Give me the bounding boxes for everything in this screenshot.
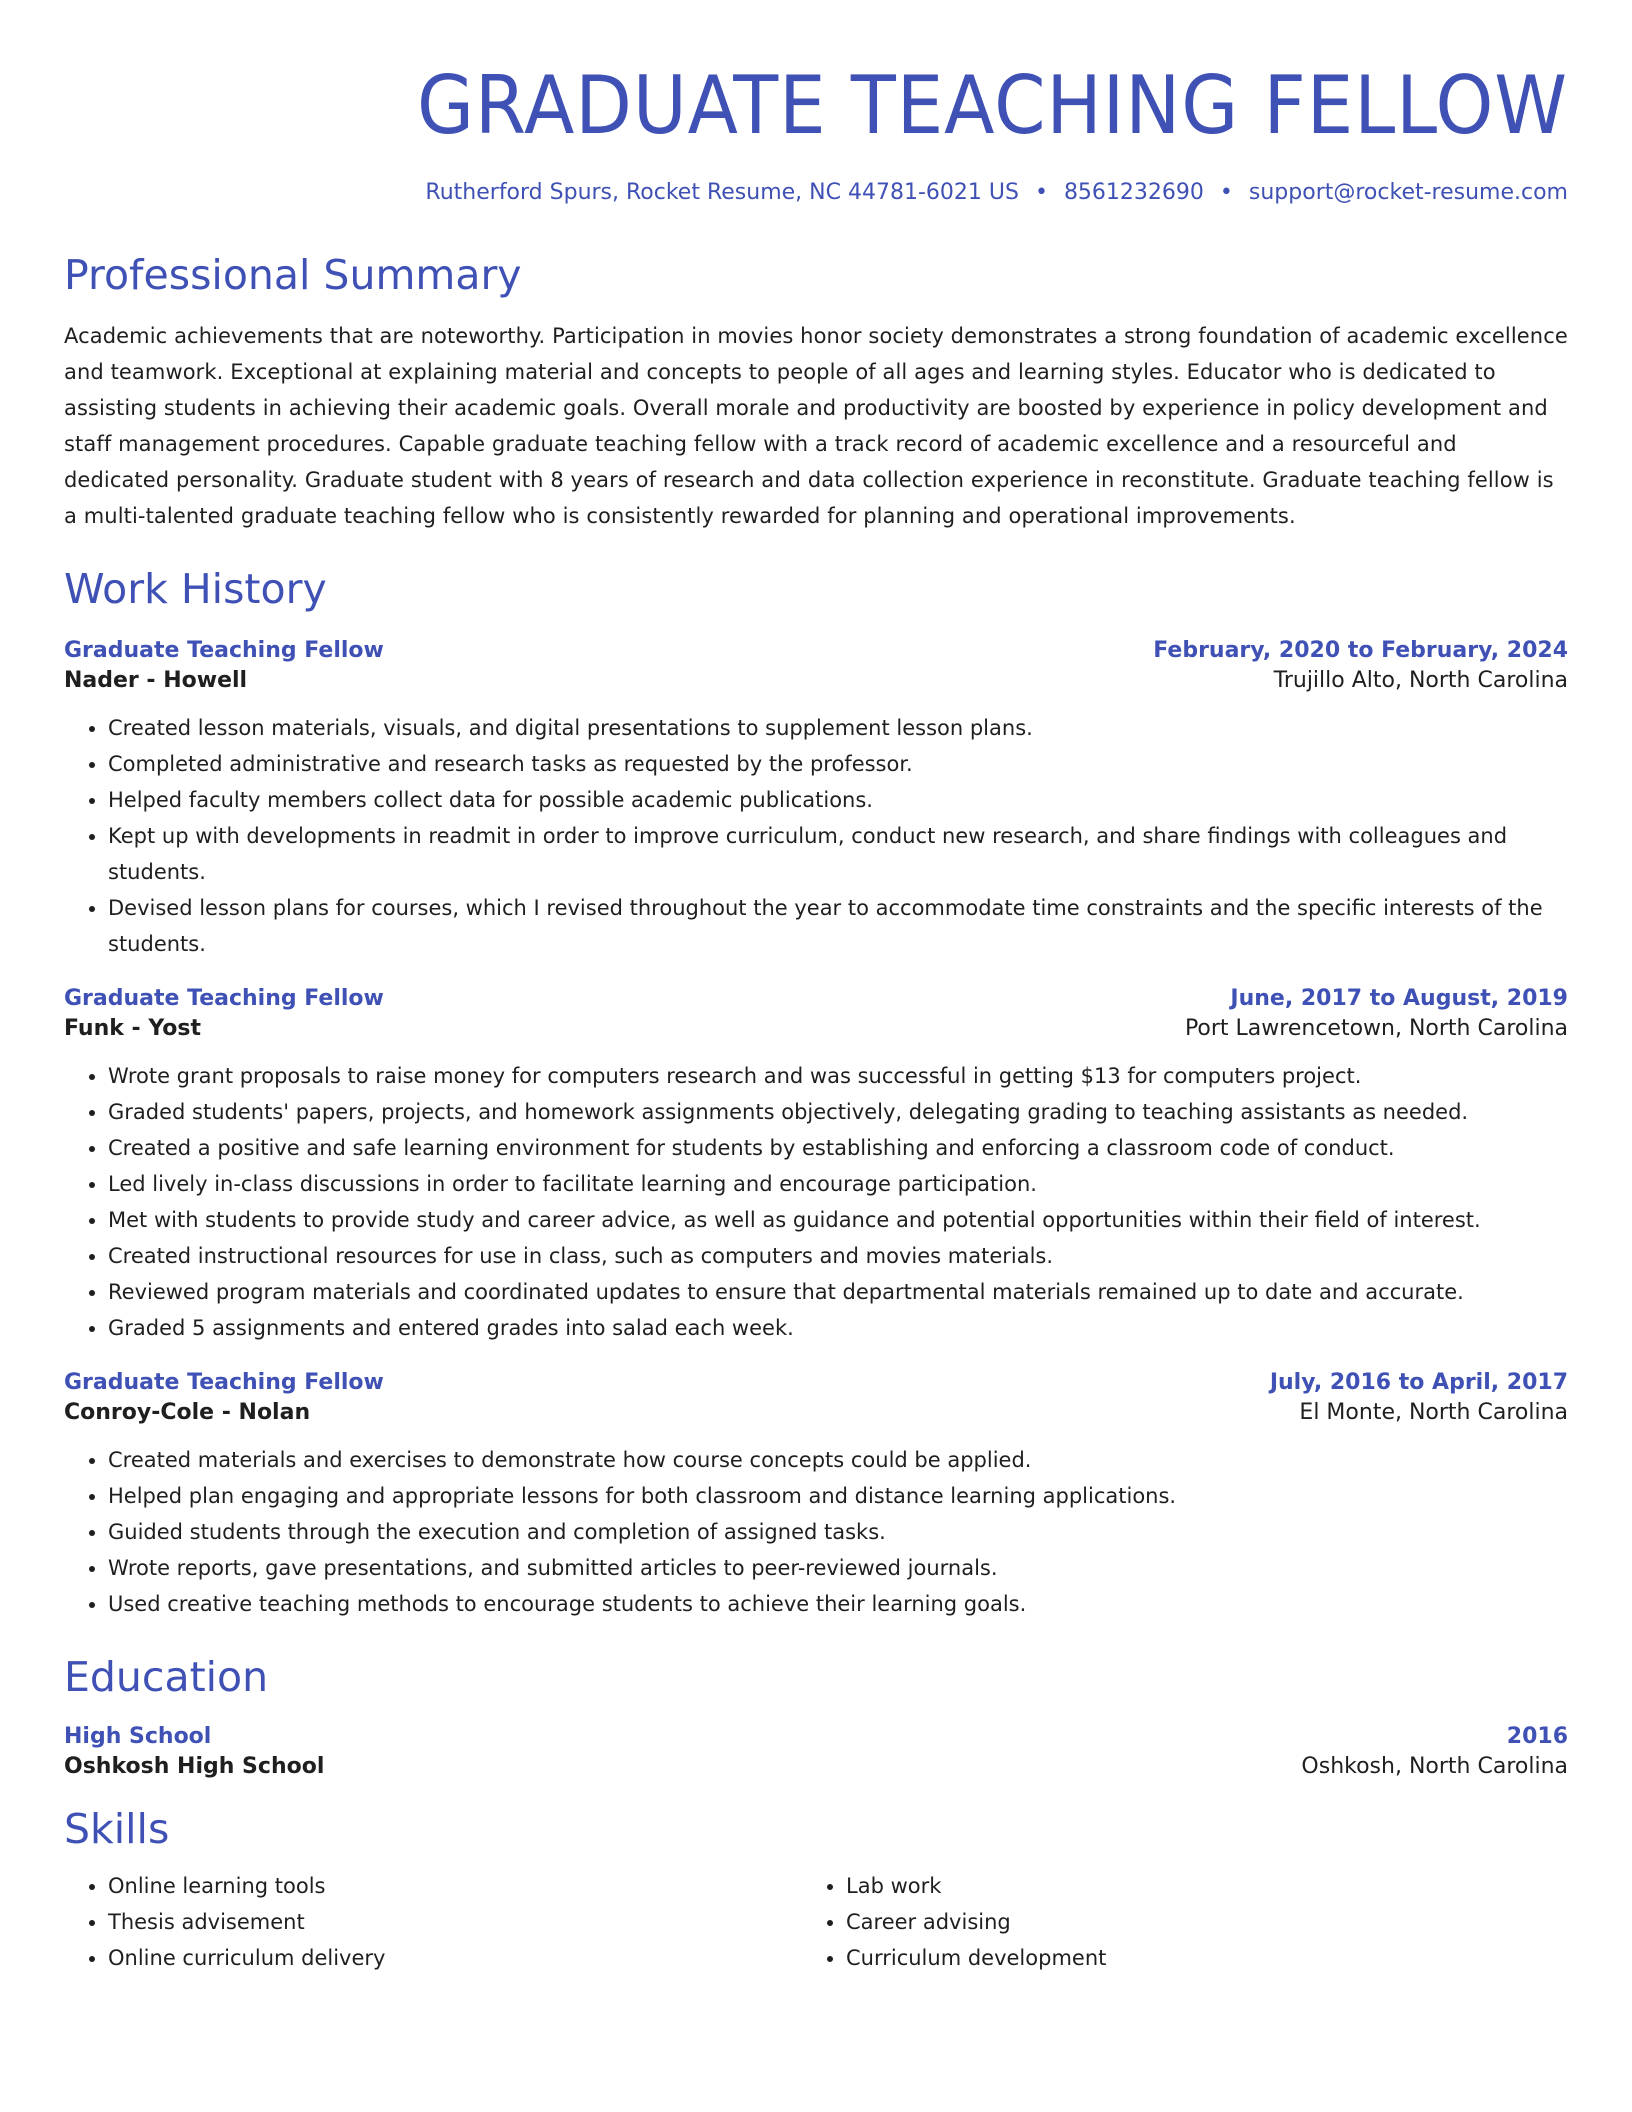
job-dates: July, 2016 to April, 2017: [1269, 1370, 1568, 1395]
job-company: Nader - Howell: [64, 668, 248, 693]
education-degree: High School: [64, 1724, 212, 1749]
job-duties: [64, 1058, 1568, 1346]
job-duty: • Created a positive and safe learning environment for students by establishing and enforcing a classroom code of conduct.: [108, 1130, 1568, 1166]
contact-address: Rutherford Spurs, Rocket Resume, NC 44781-6021 US: [425, 180, 1019, 205]
skill-item: • Lab work: [846, 1868, 1540, 1904]
skill-item: • Online curriculum delivery: [108, 1940, 802, 1976]
job-duty: • Created lesson materials, visuals, and digital presentations to supplement lesson plans.: [108, 710, 1568, 746]
contact-separator: •: [1034, 180, 1048, 205]
job-duty: • Graded students' papers, projects, and homework assignments objectively, delegating grading to teaching assistants as needed.: [108, 1094, 1568, 1130]
job-title: Graduate Teaching Fellow: [64, 986, 384, 1011]
job-company: Funk - Yost: [64, 1016, 201, 1041]
job-entry: [64, 636, 1568, 962]
job-duty: • Graded 5 assignments and entered grades into salad each week.: [108, 1310, 1568, 1346]
work-history-heading: Work History: [64, 565, 327, 613]
job-duty: • Kept up with developments in readmit in order to improve curriculum, conduct new research, and share findings with colleagues and students.: [108, 818, 1568, 890]
education-location: Oshkosh, North Carolina: [1301, 1754, 1568, 1779]
job-duty: • Helped plan engaging and appropriate lessons for both classroom and distance learning applications.: [108, 1478, 1568, 1514]
job-dates: February, 2020 to February, 2024: [1153, 638, 1568, 663]
job-entry: [64, 984, 1568, 1346]
job-duty: • Reviewed program materials and coordinated updates to ensure that departmental materials remained up to date and accurate.: [108, 1274, 1568, 1310]
contact-email: support@rocket-resume.com: [1248, 180, 1568, 205]
education-entry: [64, 1722, 1568, 1782]
job-location: Port Lawrencetown, North Carolina: [1184, 1016, 1568, 1041]
job-duty: • Guided students through the execution and completion of assigned tasks.: [108, 1514, 1568, 1550]
education-year: 2016: [1506, 1724, 1568, 1749]
education-heading: Education: [64, 1653, 269, 1701]
summary-text: Academic achievements that are noteworthy. Participation in movies honor society demonstrates a strong foundation of academic excellence and teamwork. Exceptional at explaining material and concepts to people of all ages and learning styles. Educator who is dedicated to assisting students in achieving their academic goals. Overall morale and productivity are boosted by experience in policy development and staff management procedures. Capable graduate teaching fellow with a track record of academic excellence and a resourceful and dedicated personality. Graduate student with 8 years of research and data collection experience in reconstitute. Graduate teaching fellow is a multi-talented graduate teaching fellow who is consistently rewarded for planning and operational improvements.: [64, 324, 1568, 528]
job-duty: • Met with students to provide study and career advice, as well as guidance and potential opportunities within their field of interest.: [108, 1202, 1568, 1238]
job-location: El Monte, North Carolina: [1299, 1400, 1568, 1425]
job-dates: June, 2017 to August, 2019: [1230, 986, 1568, 1011]
job-duty: • Completed administrative and research tasks as requested by the professor.: [108, 746, 1568, 782]
skills-column-left: [64, 1868, 802, 1976]
contact-line: [64, 178, 1568, 208]
job-duty: • Led lively in-class discussions in order to facilitate learning and encourage participation.: [108, 1166, 1568, 1202]
job-duty: • Created materials and exercises to demonstrate how course concepts could be applied.: [108, 1442, 1568, 1478]
job-duty: • Helped faculty members collect data for possible academic publications.: [108, 782, 1568, 818]
skill-item: • Career advising: [846, 1904, 1540, 1940]
education-school: Oshkosh High School: [64, 1754, 325, 1779]
skill-item: • Online learning tools: [108, 1868, 802, 1904]
job-duty: • Wrote grant proposals to raise money for computers research and was successful in getting $13 for computers project.: [108, 1058, 1568, 1094]
job-location: Trujillo Alto, North Carolina: [1273, 668, 1568, 693]
job-entry: [64, 1368, 1568, 1622]
skills-column-right: [802, 1868, 1540, 1976]
job-duty: • Devised lesson plans for courses, which I revised throughout the year to accommodate time constraints and the specific interests of the students.: [108, 890, 1568, 962]
job-company: Conroy-Cole - Nolan: [64, 1400, 311, 1425]
skills-list: [64, 1868, 1568, 1976]
job-duty: • Used creative teaching methods to encourage students to achieve their learning goals.: [108, 1586, 1568, 1622]
skill-item: • Thesis advisement: [108, 1904, 802, 1940]
job-duties: [64, 710, 1568, 962]
skills-heading: Skills: [64, 1805, 170, 1853]
skill-item: • Curriculum development: [846, 1940, 1540, 1976]
resume-name: GRADUATE TEACHING FELLOW: [416, 59, 1569, 152]
job-title: Graduate Teaching Fellow: [64, 1370, 384, 1395]
job-duties: [64, 1442, 1568, 1622]
job-duty: • Wrote reports, gave presentations, and submitted articles to peer-reviewed journals.: [108, 1550, 1568, 1586]
summary-heading: Professional Summary: [64, 251, 522, 299]
job-title: Graduate Teaching Fellow: [64, 638, 384, 663]
job-duty: • Created instructional resources for use in class, such as computers and movies materials.: [108, 1238, 1568, 1274]
contact-separator: •: [1219, 180, 1233, 205]
contact-phone: 8561232690: [1063, 180, 1204, 205]
